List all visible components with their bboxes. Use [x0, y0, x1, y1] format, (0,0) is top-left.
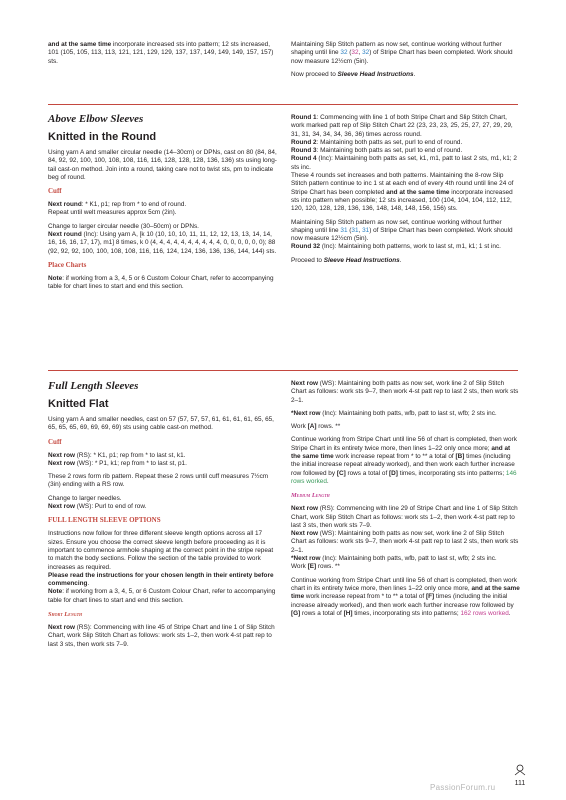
section-divider: [48, 370, 518, 371]
above-elbow-rounds: Round 1: Commencing with line 1 of both Stripe Chart and Slip Stitch Chart, work marked patt rep of Slip Stitch Chart 22 (23, 23, 23, 25, 25, 27, 27, 29, 29, 31, 31, 34, 34, 34, 36, 36) times across round. Round 2: Maintaining both patts as set, purl to end of round. Round 3: Maintaining both patts as set, purl to end of round. Round 4 (Inc): Maintaining both patts as set, k1, m1, patt to last 2 sts, m1, k1; 2 sts inc. These 4 rounds set increases and both patterns. Maintaining the 8-row Slip Stitch pattern continue to inc 1 st at each end of every 4th round until line 24 of Stripe Chart has been completed and at the same time incorporate increased sts into pattern when possible; 12 sts increased, 100 (104, 104, 104, 112, 112, 120, 120, 128, 128, 136, 136, 148, 148, 148, 156, 156) sts. Maintaining Slip Stitch pattern as now set, continue working without further shaping until line 31 (31, 31) of Stripe Chart has been completed. Work should now measure 12½cm (5in). Round 32 (Inc): Maintaining both patterns, work to last st, m1, k1; 1 st inc. Proceed to Sleeve Head Instructions.: [291, 114, 517, 264]
short-length-heading: Short Length: [48, 611, 83, 619]
paragraph: Using yarn A and smaller needles, cast on 57 (57, 57, 57, 61, 61, 61, 61, 65, 65, 65, 65, 65, 69, 69, 69, 69) sts using cable cast-on method.: [48, 416, 274, 432]
page-number: 111: [514, 780, 526, 787]
full-length-section: Full Length Sleeves Knitted Flat Using yarn A and smaller needles, cast on 57 (57, 57, 57, 61, 61, 61, 61, 65, 65, 65, 65, 65, 69, 69, 69, 69) sts using cable cast-on method. Cuff Next row (RS): * K1, p1; rep from * to last st, k1. Next row (WS): * P1, k1; rep from * to last st, p1. These 2 rows form rib pattern. Repeat these 2 rows until cuff measures 7½cm (3in) ending with a RS row. Change to larger needles. Next row (WS): Purl to end of row. FULL LENGTH SLEEVE OPTIONS Instructions now follow for three different sleeve length options across all 17 sizes. Ensure you choose the correct sleeve length before proceeding as it is important to commence armhole shaping at the correct point in the stripe repeat to match the body sections. Follow the section of the table provided to work increases as required. Please read the instructions for your chosen length in their entirety before commencing. Note: if working from a 3, 4, 5, or 6 Custom Colour Chart, refer to accompanying table for chart lines to start and end this section. Short Length Next row (RS): Commencing with line 45 of Stripe Chart and line 1 of Slip Stitch Chart, work Slip Stitch Chart as follows: work sts 1–2, then work 4-st patt rep to last 3 sts, then work sts 7–9.: [48, 380, 278, 654]
place-charts-heading: Place Charts: [48, 260, 87, 269]
paragraph: Using yarn A and smaller circular needle (14–30cm) or DPNs, cast on 80 (84, 84, 84, 92, 92, 100, 100, 108, 108, 116, 116, 128, 128, 128, 136, 136) sts using long-tail cast-on method. Join into a round, taking care not to twist sts, pm to indicate beg of round.: [48, 149, 277, 181]
cuff-heading: Cuff: [48, 437, 62, 446]
top-right-continuation: Maintaining Slip Stitch pattern as now set, continue working without further shaping until line 32 (32, 32) of Stripe Chart has been completed. Work should now measure 12½cm (5in). Now proceed to Sleeve Head Instructions.: [291, 41, 513, 78]
above-elbow-section: Above Elbow Sleeves Knitted in the Round Using yarn A and smaller circular needle (14–30cm) or DPNs, cast on 80 (84, 84, 84, 92, 92, 100, 100, 108, 108, 116, 116, 128, 128, 128, 136, 136) sts using long-tail cast-on method. Join into a round, taking care not to twist sts, pm to indicate beg of round. Cuff Next round: * K1, p1; rep from * to end of round. Repeat until welt measures approx 5cm (2in). Change to larger circular needle (30–50cm) or DPNs. Next round (Inc): Using yarn A, [k 10 (10, 10, 10, 11, 11, 12, 12, 13, 13, 14, 14, 16, 16, 16, 17, 17), m1] 8 times, k 0 (4, 4, 4, 4, 4, 4, 4, 4, 4, 4, 0, 0, 0, 0, 0, 0); 88 (92, 92, 92, 100, 100, 108, 108, 116, 116, 124, 124, 136, 136, 136, 144, 144) sts. Place Charts Note: if working from a 3, 4, 5 or 6 Custom Colour Chart, refer to accompanying table for chart lines to start and end this section.: [48, 113, 277, 291]
sleeve-head-link[interactable]: Sleeve Head Instructions: [337, 70, 414, 78]
section-divider: [48, 104, 518, 105]
page-footer: [500, 764, 540, 788]
cuff-heading: Cuff: [48, 187, 62, 196]
ornament-icon: [513, 764, 527, 776]
emphasis: and at the same time: [48, 41, 112, 48]
top-left-continuation: [48, 41, 278, 71]
section-title-italic: Above Elbow Sleeves: [48, 113, 144, 125]
options-heading: FULL LENGTH SLEEVE OPTIONS: [48, 516, 161, 525]
section-title: Knitted in the Round: [48, 131, 157, 143]
paragraph: incorporate increased sts into pattern; 12 sts increased, 101 (105, 105, 113, 113, 121, 121, 129, 129, 137, 137, 149, 149, 149, 157, 157) sts.: [48, 41, 274, 65]
full-length-rows: Next row (WS): Maintaining both patts as now set, work line 2 of Slip Stitch Chart as follows: work sts 9–7, then work 4-st patt rep to last 2 sts, then work sts 2–1. *Next row (Inc): Maintaining both patts, wfb, patt to last st, wfb; 2 sts inc. Work [A] rows. ** Continue working from Stripe Chart until line 56 of chart is completed, then work Stripe Chart in its entirety twice more, then lines 1–22 only once more; and at the same time work increase repeat from * to ** a total of [B] times (including the initial increase repeat already worked), and then work each further increase row followed by [C] rows a total of [D] times, incorporating sts into patterns; 146 rows worked. Medium Length Next row (RS): Commencing with line 29 of Stripe Chart and line 1 of Slip Stitch Chart, work Slip Stitch Chart as follows: work sts 1–2, then work 4-st patt rep to last 3 sts, then work sts 7–9. Next row (WS): Maintaining both patts as now set, work line 2 of Slip Stitch Chart as follows: work sts 9–7, then work 4-st patt rep to last 2 sts, then work sts 2–1. *Next row (Inc): Maintaining both patts, wfb, patt to last st, wfb; 2 sts inc. Work [E] rows. ** Continue working from Stripe Chart until line 56 of chart is completed, then work chart in its entirety twice more, then lines 1–22 only once more, and at the same time work increase repeat from * to ** a total of [F] times (including the initial increase already worked), and then work each further increase row followed by [G] rows a total of [H] times, incorporating sts into patterns; 162 rows worked.: [291, 380, 520, 617]
medium-length-heading: Medium Length: [291, 492, 330, 500]
section-title-italic: Full Length Sleeves: [48, 380, 139, 392]
section-title: Knitted Flat: [48, 398, 109, 410]
watermark: PassionForum.ru: [430, 783, 496, 792]
sleeve-head-link[interactable]: Sleeve Head Instructions: [323, 256, 400, 264]
